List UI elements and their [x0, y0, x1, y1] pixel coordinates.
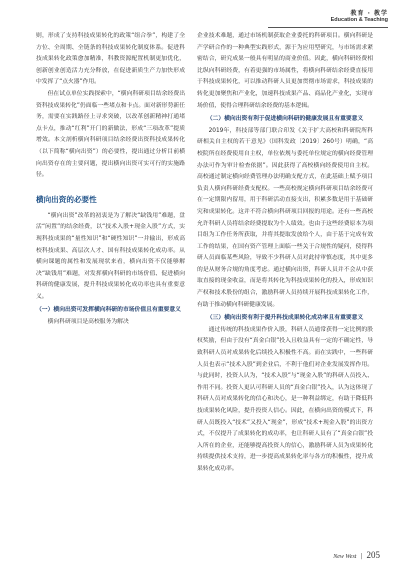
body-paragraph: 2019年，科技部等部门联合印发《关于扩大高校和科研院所科研相关自主权的若干意见》（国科发政〔2019〕260号）明确，“高校院所在经费使用自主权，单位依规与委托单位规定的横向经费管理办法可作为审计检查依据”。因此获得了高校横向经费使用自主权。高校通过制定横向经费管理办法明确支配方式，在此基础上赋予项目负责人横向科研经费支配权。一些高校规定横向科研项目结余经费可在一定期限内留用，用于科研活动直接支出，积累多数是用于基础研究和成果转化。这并不符合横向科研项目回报的用途。还有一些高校允许科研人员将结余经费提取为个人绩效。也由于这些经费原本为项目组为工作任务所获取，并将其提取发放给个人，由于基于完成有效工作的结果，在国有资产管理上面临一些关于合规性的疑问，使得科研人员面临某些风险，导致不少科研人员对此持审慎态度，其中更多的是从财务合规的角度考虑。通过横向出资，科研人员并不会从中获取直接的现金收益，而是将其转化为科技成果转化的投入，形成知识产权和技术股份的组合，激励科研人员持续开展科技成果转化工作，有助于推动横向科研健康发展。: [197, 127, 373, 308]
journal-name: New West: [333, 554, 357, 560]
subsection-heading: （三）横向出资有利于提升科技成果转化成功率且有重要意义: [206, 315, 364, 322]
left-column: [36, 31, 185, 329]
body-paragraph: 但在试点单位实践探索中，“横向科研项目结余经费出资科技成果转化”仍面临一些堵点和卡点。面对新形势新任务，需要在实践路径上寻求突破，以改革创新精神打通堵点卡点，推动“红利”开门的新做法，形成“三项改革”提质增效。本文剖析横向科研项目结余经费出资科技成果转化（以下简称“横向出资”）的必要性，提出通过分析目前横向出资存在的主要问题，提出横向出资可实可行的实施路径。: [36, 90, 185, 179]
page-number: 205: [366, 550, 380, 560]
body-paragraph: 企业技术难题，通过市场机制获取企业委托的科研项目。横向科研是产学研合作的一种典型实践形式，源于为应用型研究，与市场需求紧密结合，研究成果一般具有明显的商业价值。因此，横向科研经费相比纵向科研经费，有着更强的市场属性，将横向科研结余经费直接用于科技成果转化，可以推动科研人员更加贯彻市场需求，科技成果的转化更加聚焦和产业化，加速科技成果产品、商品化产业化，实现市场价值，使得合理科研结余经费的基本逻辑。: [197, 33, 373, 109]
body-paragraph: 通过传统的科技成果作价入股，科研人员通常获得一定比例的股权奖励，但由于没有“真金白银”投入且收益具有一定的不确定性，导致科研人员对成果转化后续投入积极性不高。而在实践中，一些科研人员也表示“技术入股”到企业后，不利于他们对企业发展发挥作用。与此同时，投资人认为，“技术入股”与“现金入股”的科研人员投入、作用不同。投资人更认可科研人员的“真金白银”投入，认为这体现了科研人员对成果转化的信心和决心，是一种利益绑定，有助于降低科技成果转化风险，提升投资人信心。因此，在横向出资的模式下，科研人员既投入“技术”又投入“现金”，形成“技术+现金入股”的出资方式，不仅提升了成果转化的成功率，也让科研人员有了“真金白银”投入所在的企业，还能够提高投资人的信心，激励科研人员为成果转化持续提供技术支持，进一步提高成果转化率与各方的积极性，提升成果转化成功率。: [197, 326, 373, 472]
right-column: [197, 31, 373, 476]
section-title-en: Education & Teaching: [330, 17, 388, 23]
footer-separator: |: [360, 553, 363, 560]
section-header: [228, 8, 388, 23]
section-title-cn: 教育 · 教学: [350, 10, 388, 17]
page-footer: [333, 550, 380, 560]
body-paragraph: “横向出资”改革的初衷是为了解决“缺钱用”难题，盘活“闲置”的结余经费，以“技术入股+现金入股”方式，实现科技成果的“量性知识”和“硬性知识”一并输出，形成高校科技成果、高层次人才、国有科技成果转化成功率。从横向课题的属性和发展现状来看，横向出资不仅能够解决“缺钱用”难题，对发挥横向科研的市场价值、促进横向科研的健康发展，提升科技成果转化成功率也具有重要意义。: [36, 212, 185, 300]
subsection-heading: （一）横向出资可发挥横向科研的市场价值且有重要意义: [36, 307, 181, 314]
body-paragraph: 则，形成了支持科技成果转化的政策“组合拳”，构建了全方位、全周期、全链条的科技成果转化制度体系。促进科技成果转化政策愈加精准，科教资源配置机制更加优化，创新创业创造活力充分释放，在促进新质生产力加快形成中发挥了“点火器”作用。: [36, 33, 185, 86]
body-paragraph: 横向科研项目是高校服务为解决: [47, 319, 129, 326]
header-rule: [268, 27, 388, 28]
subsection-heading: （二）横向出资有利于促进横向科研的健康发展且有重要意义: [206, 116, 364, 123]
section-heading: 横向出资的必要性: [36, 194, 97, 204]
